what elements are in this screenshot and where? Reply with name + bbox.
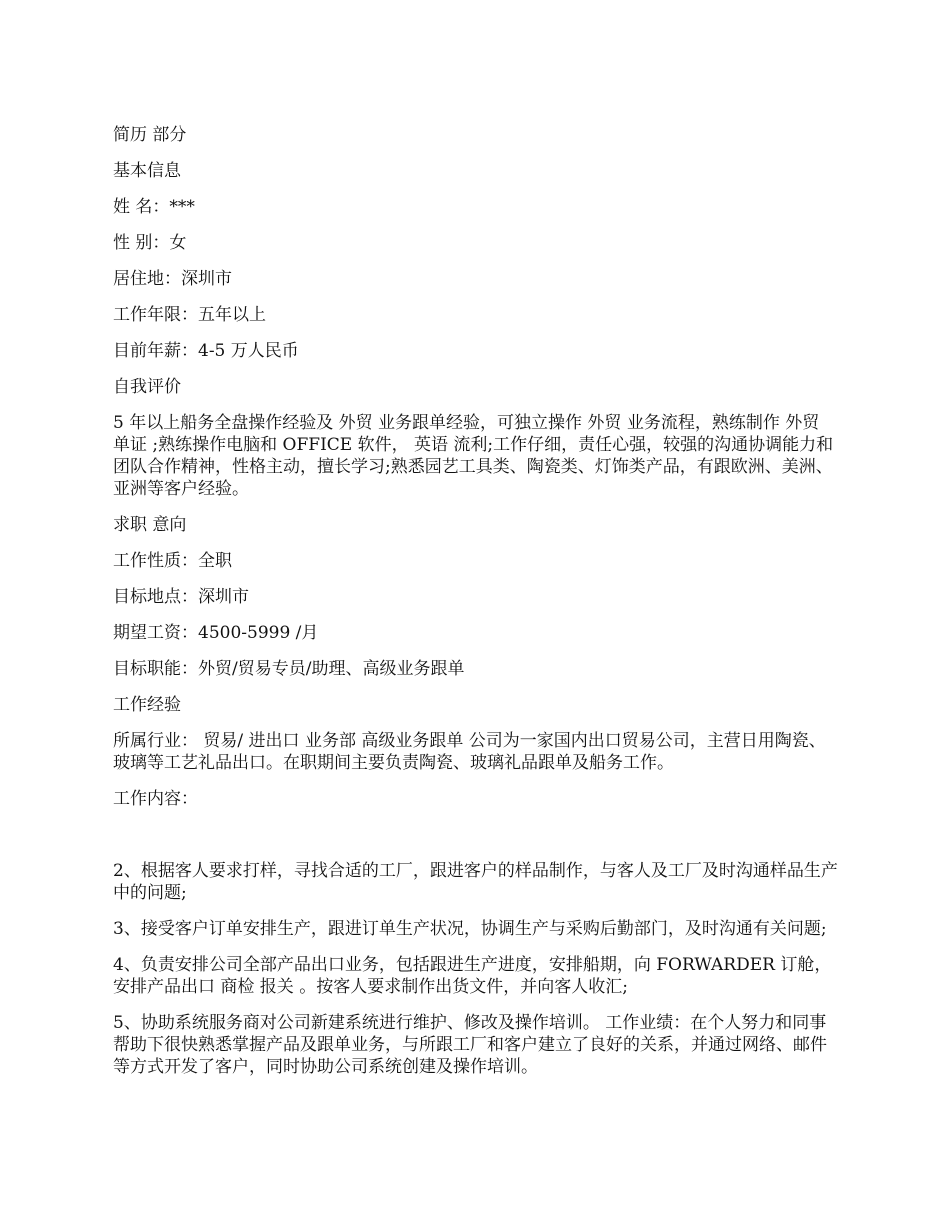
job-intention-heading: 求职 意向	[113, 515, 187, 535]
work-item: 5、协助系统服务商对公司新建系统进行维护、修改及操作培训。 工作业绩：在个人努力和同事帮助下很快熟悉掌握产品及跟单业务，与所跟工厂和客户建立了良好的关系，并通过网络、邮件等方式开发了客户，同时协助公司系统创建及操作培训。	[113, 1013, 827, 1077]
work-experience-heading: 工作经验	[113, 695, 181, 715]
resume-content	[113, 124, 841, 1092]
work-content-label: 工作内容：	[113, 789, 198, 809]
target-location-line: 目标地点：深圳市	[113, 587, 249, 607]
industry-paragraph: 所属行业： 贸易/ 进出口 业务部 高级业务跟单 公司为一家国内出口贸易公司，主营日用陶瓷、玻璃等工艺礼品出口。在职期间主要负责陶瓷、玻璃礼品跟单及船务工作。	[113, 731, 826, 773]
basic-info-heading: 基本信息	[113, 161, 181, 181]
self-evaluation-heading: 自我评价	[113, 377, 181, 397]
work-item: 3、接受客户订单安排生产，跟进订单生产状况，协调生产与采购后勤部门，及时沟通有关问题;	[113, 919, 827, 939]
name-line: 姓 名：***	[113, 197, 195, 217]
current-salary-line: 目前年薪：4-5 万人民币	[113, 341, 299, 361]
blank-gap	[113, 824, 841, 860]
residence-line: 居住地：深圳市	[113, 269, 232, 289]
gender-line: 性 别：女	[113, 233, 187, 253]
target-function-line: 目标职能：外贸/贸易专员/助理、高级业务跟单	[113, 659, 465, 679]
job-type-line: 工作性质：全职	[113, 551, 232, 571]
expected-salary-line: 期望工资：4500-5999 /月	[113, 623, 319, 643]
work-item: 2、根据客人要求打样，寻找合适的工厂，跟进客户的样品制作，与客人及工厂及时沟通样品生产中的问题;	[113, 861, 838, 903]
self-evaluation-text: 5 年以上船务全盘操作经验及 外贸 业务跟单经验，可独立操作 外贸 业务流程，熟练制作 外贸 单证 ;熟练操作电脑和 OFFICE 软件， 英语 流利;工作仔细，责任心强，较强的沟通协调能力和团队合作精神，性格主动，擅长学习;熟悉园艺工具类、陶瓷类、灯饰类产品，有跟欧洲、美洲、亚洲等客户经验。	[113, 413, 834, 499]
years-of-work-line: 工作年限：五年以上	[113, 305, 266, 325]
work-item: 4、负责安排公司全部产品出口业务，包括跟进生产进度，安排船期，向 FORWARDER 订舱，安排产品出口 商检 报关 。按客人要求制作出货文件，并向客人收汇;	[113, 955, 832, 997]
section-title: 简历 部分	[113, 125, 187, 145]
